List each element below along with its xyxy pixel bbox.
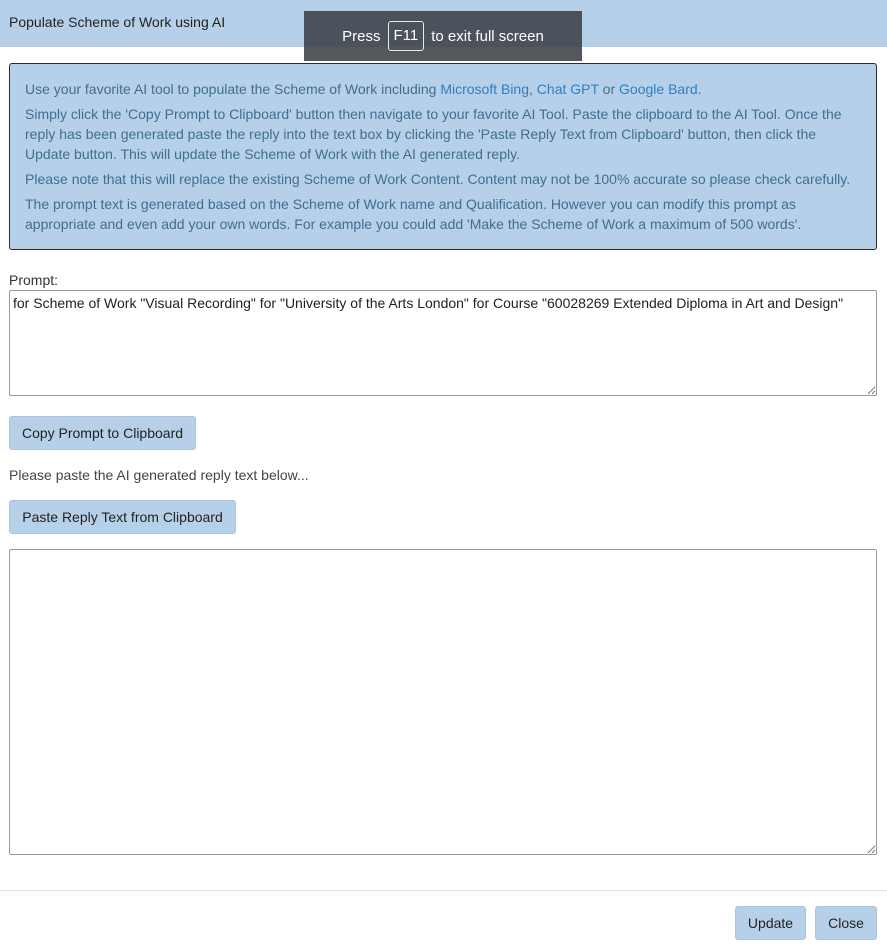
dialog-title: Populate Scheme of Work using AI <box>9 14 226 30</box>
prompt-label: Prompt: <box>9 272 59 288</box>
info-period: . <box>697 81 702 97</box>
fullscreen-exit-toast <box>304 11 582 61</box>
toast-prefix: Press <box>342 27 381 45</box>
info-instructions: Simply click the 'Copy Prompt to Clipboard' button then navigate to your favorite AI Tool. Paste the clipboard to the AI Tool. Once the reply has been generated paste the reply into the text box by clicking the 'Paste Reply Text from Clipboard' button, then click the Update button. This will update the Scheme of Work with the AI generated reply. <box>25 106 842 162</box>
prompt-textarea[interactable] <box>9 290 877 396</box>
info-separator: or <box>598 81 620 97</box>
f11-key-badge: F11 <box>388 21 425 51</box>
ai-instructions-panel <box>9 63 877 250</box>
paste-instruction-text: Please paste the AI generated reply text below... <box>9 467 309 483</box>
microsoft-bing-link[interactable]: Microsoft Bing <box>440 81 530 97</box>
info-warning: Please note that this will replace the existing Scheme of Work Content. Content may not be 100% accurate so please check carefully. <box>25 171 851 187</box>
copy-prompt-button[interactable]: Copy Prompt to Clipboard <box>9 416 196 450</box>
close-button[interactable]: Close <box>815 906 877 940</box>
toast-suffix: to exit full screen <box>431 27 544 45</box>
chat-gpt-link[interactable]: Chat GPT <box>536 81 599 97</box>
info-separator: , <box>529 81 537 97</box>
paste-reply-button[interactable]: Paste Reply Text from Clipboard <box>9 500 236 534</box>
info-prompt-note: The prompt text is generated based on the Scheme of Work name and Qualification. However you can modify this prompt as appropriate and even add your own words. For example you could add 'Make the Scheme of Work a maximum of 500 words'. <box>25 196 802 232</box>
info-intro-text: Use your favorite AI tool to populate the Scheme of Work including <box>25 81 441 97</box>
update-button[interactable]: Update <box>735 906 806 940</box>
reply-textarea[interactable] <box>9 549 877 855</box>
info-intro <box>25 79 861 99</box>
footer-divider <box>0 890 887 891</box>
google-bard-link[interactable]: Google Bard <box>619 81 698 97</box>
